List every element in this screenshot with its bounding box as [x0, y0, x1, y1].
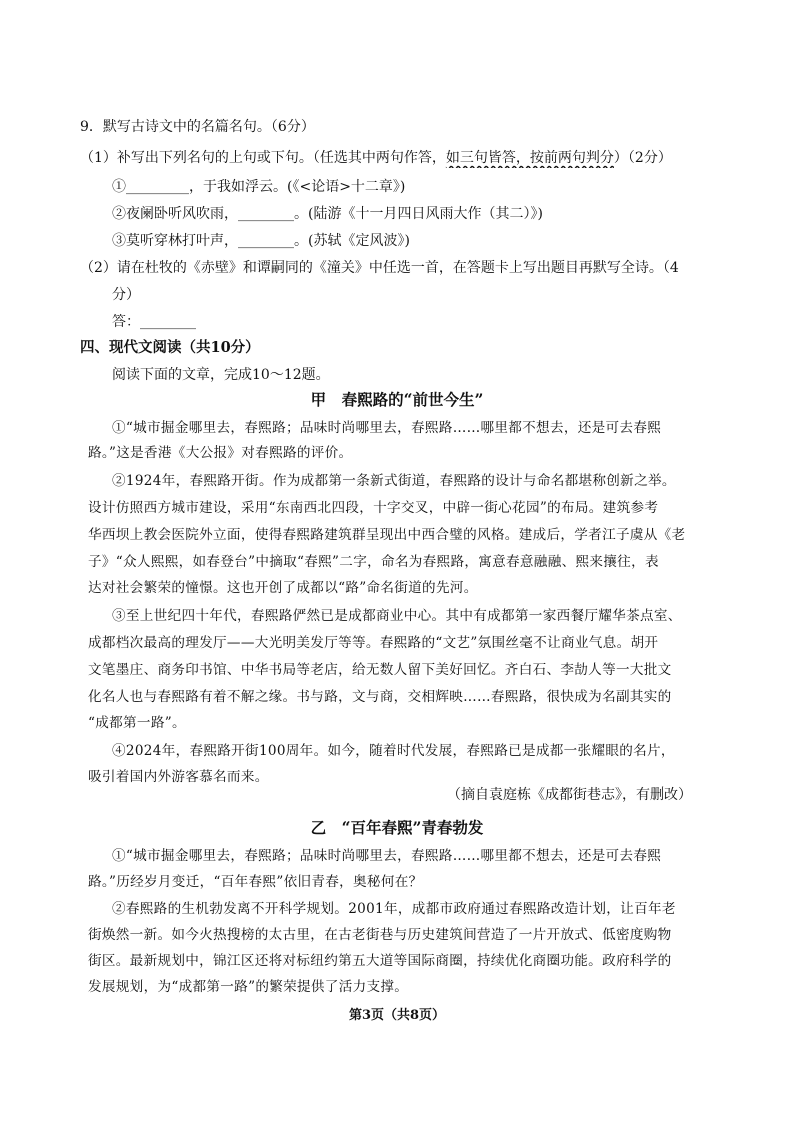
page-number: 第3页（共8页）: [348, 1008, 446, 1023]
article-b-line: ②春熙路的生机勃发离不开科学规划。2001年，成都市政府通过春熙路改造计划，让百年老: [112, 901, 676, 917]
article-a-line: “成都第一路”。: [88, 715, 186, 731]
fill-blank-3: ③莫听穿林打叶声，________。(苏轼《定风波》): [112, 233, 410, 249]
article-a-line: 设计仿照西方城市建设，采用“东南西北四段，十字交叉，中辟一街心花园”的布局。建筑参考: [88, 500, 659, 516]
instruction-text: （1）补写出下列名句的上句或下句。（任选其中两句作答，: [80, 150, 446, 166]
article-a-source: （摘自袁庭栋《成都街巷志》，有删改）: [447, 787, 692, 803]
section-4-intro: 阅读下面的文章，完成10～12题。: [112, 367, 330, 383]
article-b-line: 街焕然一新。如今火热搜榜的太古里，在古老街巷与历史建筑间营造了一片开放式、低密度购物: [88, 927, 672, 943]
instruction-points: ）（2分）: [613, 150, 672, 166]
question-9-title: 9．默写古诗文中的名篇名句。（6分）: [80, 119, 315, 135]
article-b-line: 发展规划，为“成都第一路”的繁荣提供了活力支撑。: [88, 979, 409, 995]
article-a-line: ④2024年，春熙路开街100周年。如今，随着时代发展，春熙路已是成都一张耀眼的名片，: [112, 743, 675, 759]
article-a-line: 路。”这是香港《大公报》对春熙路的评价。: [88, 445, 353, 461]
article-a-line: ②1924年，春熙路开街。作为成都第一条新式街道，春熙路的设计与命名都堪称创新之举。: [112, 473, 676, 489]
article-b-line: 街区。最新规划中，锦江区还将对标纽约第五大道等国际商圈，持续优化商圈功能。政府科学的: [88, 953, 672, 969]
article-a-line: 华西坝上教会医院外立面，使得春熙路建筑群呈现出中西合璧的风格。建成后，学者江子虞从《老: [88, 527, 686, 543]
article-a-line: 吸引着国内外游客慕名而来。: [88, 769, 269, 785]
article-a-line: 成都档次最高的理发厅——大光明美发厅等等。春熙路的“文艺”氛围丝毫不让商业气息。胡开: [88, 635, 659, 651]
section-4-title: 四、现代文阅读（共10分）: [80, 339, 260, 356]
article-a-line: 文笔墨庄、商务印书馆、中华书局等老店，给无数人留下美好回忆。齐白石、李劼人等一大批文: [88, 662, 672, 678]
fill-blank-2: ②夜阑卧听风吹雨，________。(陆游《十一月四日风雨大作（其二）》): [112, 206, 543, 222]
article-a-line: ③至上世纪四十年代，春熙路俨然已是成都商业中心。其中有成都第一家西餐厅耀华茶点室、: [112, 608, 682, 624]
article-a-title: 甲 春熙路的“前世今生”: [310, 390, 484, 409]
question-9-part2-line-2: 分）: [112, 287, 140, 303]
article-b-line: 路。”历经岁月变迁，“百年春熙”依旧青春，奥秘何在？: [88, 874, 423, 890]
article-b-title: 乙 “百年春熙”青春勃发: [310, 818, 484, 837]
article-a-line: 达对社会繁荣的憧憬。这也开创了成都以“路”命名街道的先河。: [88, 580, 478, 596]
instruction-emphasis: 如三句皆答，按前两句判分: [445, 150, 614, 166]
question-9-part1-instruction: [80, 148, 672, 168]
article-a-line: ①“城市掘金哪里去，春熙路；品味时尚哪里去，春熙路……哪里都不想去，还是可去春熙: [112, 420, 662, 436]
article-b-line: ①“城市掘金哪里去，春熙路；品味时尚哪里去，春熙路……哪里都不想去，还是可去春熙: [112, 848, 662, 864]
question-9-part2-line-1: （2）请在杜牧的《赤壁》和谭嗣同的《潼关》中任选一首，在答题卡上写出题目再默写全诗。（4: [80, 260, 679, 276]
article-a-line: 子》“众人熙熙，如春登台”中摘取“春熙”二字，命名为春熙路，寓意春意融融、熙来攘往，表: [88, 554, 659, 570]
fill-blank-1: ①_________，于我如浮云。(《<论语>十二章》): [112, 179, 406, 195]
article-a-line: 化名人也与春熙路有着不解之缘。书与路，文与商，交相辉映……春熙路，很快成为名副其实的: [88, 689, 672, 705]
answer-line: 答：________: [112, 314, 196, 330]
